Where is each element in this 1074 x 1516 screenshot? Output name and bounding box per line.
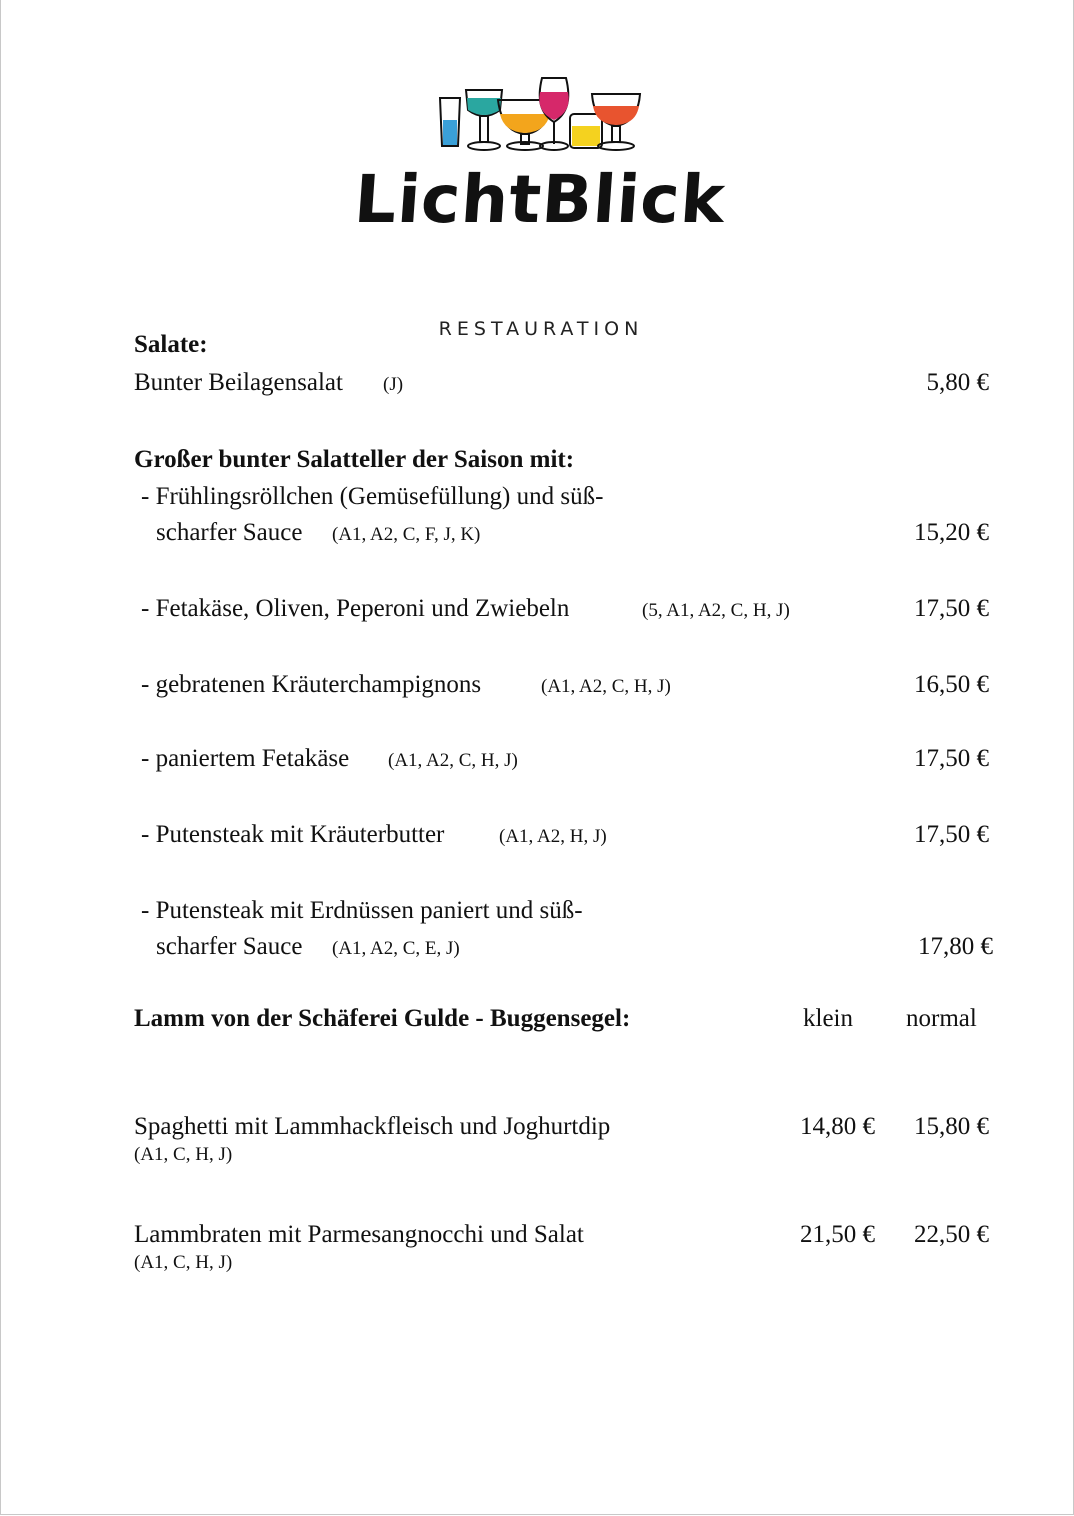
menu-item-allergens: (A1, A2, C, F, J, K) <box>332 524 481 545</box>
menu-item-name: Spaghetti mit Lammhackfleisch und Joghurtdip <box>134 1113 611 1140</box>
column-header-normal: normal <box>906 1005 977 1032</box>
menu-item-price: 17,50 € <box>914 595 989 622</box>
menu-item-name: Bunter Beilagensalat <box>134 369 343 396</box>
menu-item-name-continued: scharfer Sauce <box>156 519 303 546</box>
section-heading-salatteller: Großer bunter Salatteller der Saison mit: <box>134 446 575 473</box>
menu-item-name: Lammbraten mit Parmesangnocchi und Salat <box>134 1221 584 1248</box>
menu-item-allergens: (A1, C, H, J) <box>134 1252 233 1273</box>
menu-item-allergens: (A1, A2, C, H, J) <box>388 750 518 771</box>
menu-item-allergens: (A1, A2, C, H, J) <box>541 676 671 697</box>
logo-subtitle: RESTAURATION <box>438 318 644 340</box>
section-heading-salate: Salate: <box>134 331 208 358</box>
menu-item-allergens: (A1, C, H, J) <box>134 1144 233 1165</box>
menu-item-allergens: (A1, A2, H, J) <box>499 826 607 847</box>
menu-item-price-normal: 22,50 € <box>914 1221 989 1248</box>
menu-item-price: 5,80 € <box>926 369 989 396</box>
menu-item-price: 15,20 € <box>914 519 989 546</box>
menu-item-name: - Frühlingsröllchen (Gemüsefüllung) und süß- <box>141 483 604 510</box>
section-heading-lamm: Lamm von der Schäferei Gulde - Buggensegel: <box>134 1005 631 1032</box>
menu-item-name: - paniertem Fetakäse <box>141 745 350 772</box>
menu-item-name: - gebratenen Kräuterchampignons <box>141 671 482 698</box>
column-header-klein: klein <box>803 1005 853 1032</box>
menu-item-name: - Putensteak mit Erdnüssen paniert und süß- <box>141 897 583 924</box>
menu-item-price: 16,50 € <box>914 671 989 698</box>
menu-item-allergens: (A1, A2, C, E, J) <box>332 938 460 959</box>
glasses-illustration <box>330 70 750 170</box>
menu-item-allergens: (J) <box>383 374 404 395</box>
menu-item-price-klein: 14,80 € <box>800 1113 875 1140</box>
menu-item-price: 17,80 € <box>918 933 993 960</box>
restaurant-logo <box>330 70 750 340</box>
menu-item-price: 17,50 € <box>914 821 989 848</box>
menu-item-price-klein: 21,50 € <box>800 1221 875 1248</box>
menu-item-name-continued: scharfer Sauce <box>156 933 303 960</box>
menu-item-price-normal: 15,80 € <box>914 1113 989 1140</box>
menu-item-name: - Putensteak mit Kräuterbutter <box>141 821 445 848</box>
menu-item-price: 17,50 € <box>914 745 989 772</box>
menu-item-name: - Fetakäse, Oliven, Peperoni und Zwiebeln <box>141 595 570 622</box>
logo-wordmark: LichtBlick <box>351 161 729 238</box>
menu-item-allergens: (5, A1, A2, C, H, J) <box>642 600 790 621</box>
